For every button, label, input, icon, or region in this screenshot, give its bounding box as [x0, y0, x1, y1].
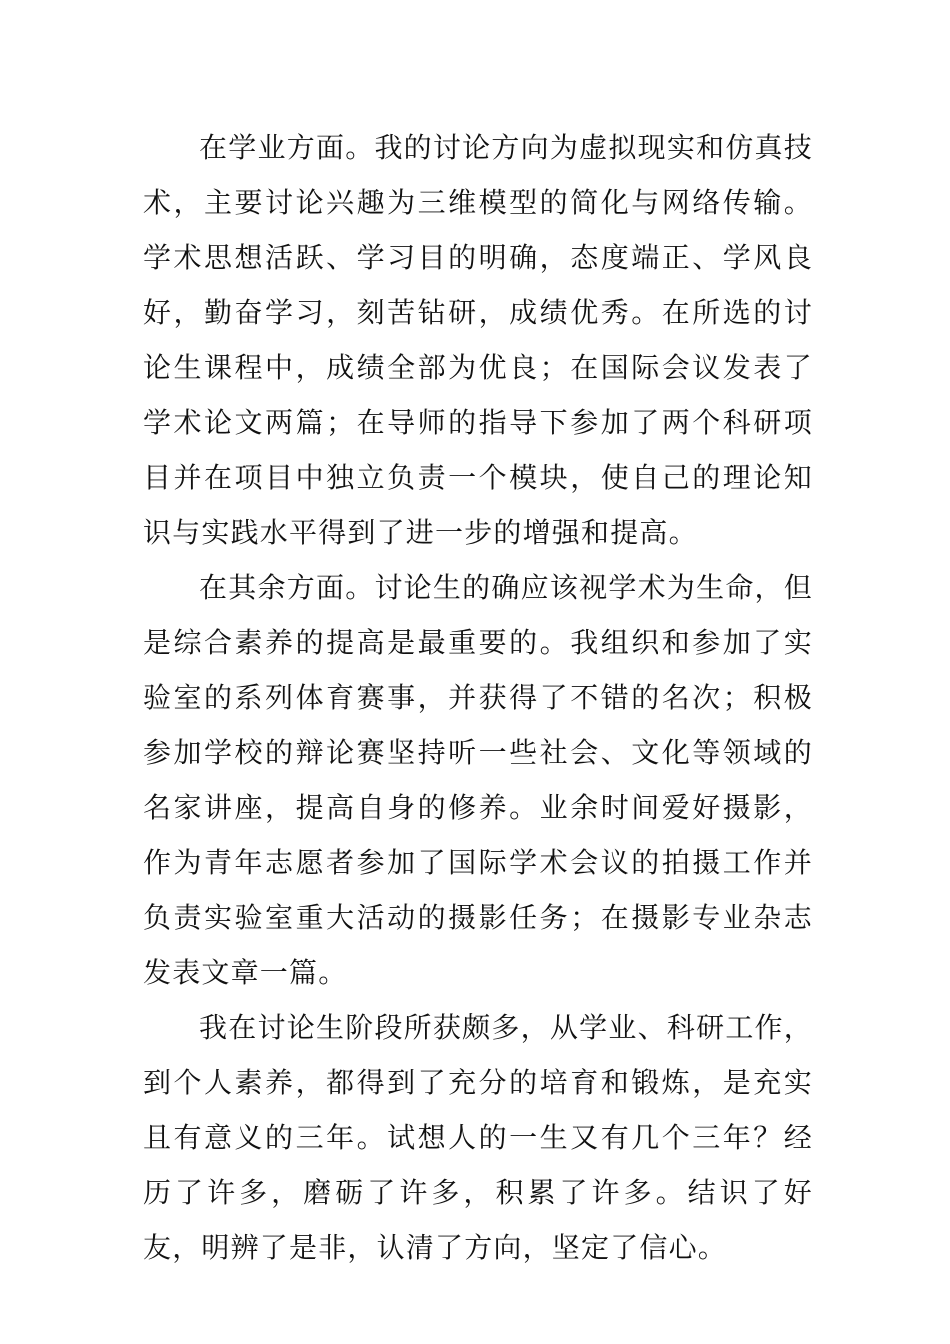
document-body: [143, 120, 813, 1275]
paragraph-other-aspects: 在其余方面。讨论生的确应该视学术为生命，但是综合素养的提高是最重要的。我组织和参加了实验室的系列体育赛事，并获得了不错的名次；积极参加学校的辩论赛坚持听一些社会、文化等领域的名家讲座，提高自身的修养。业余时间爱好摄影，作为青年志愿者参加了国际学术会议的拍摄工作并负责实验室重大活动的摄影任务；在摄影专业杂志发表文章一篇。: [143, 571, 813, 989]
paragraph-summary: 我在讨论生阶段所获颇多，从学业、科研工作，到个人素养，都得到了充分的培育和锻炼，是充实且有意义的三年。试想人的一生又有几个三年？经历了许多，磨砺了许多，积累了许多。结识了好友，明辨了是非，认清了方向，坚定了信心。: [143, 1011, 813, 1264]
paragraph-academics: 在学业方面。我的讨论方向为虚拟现实和仿真技术，主要讨论兴趣为三维模型的简化与网络传输。学术思想活跃、学习目的明确，态度端正、学风良好，勤奋学习，刻苦钻研，成绩优秀。在所选的讨论生课程中，成绩全部为优良；在国际会议发表了学术论文两篇；在导师的指导下参加了两个科研项目并在项目中独立负责一个模块，使自己的理论知识与实践水平得到了进一步的增强和提高。: [143, 131, 813, 549]
